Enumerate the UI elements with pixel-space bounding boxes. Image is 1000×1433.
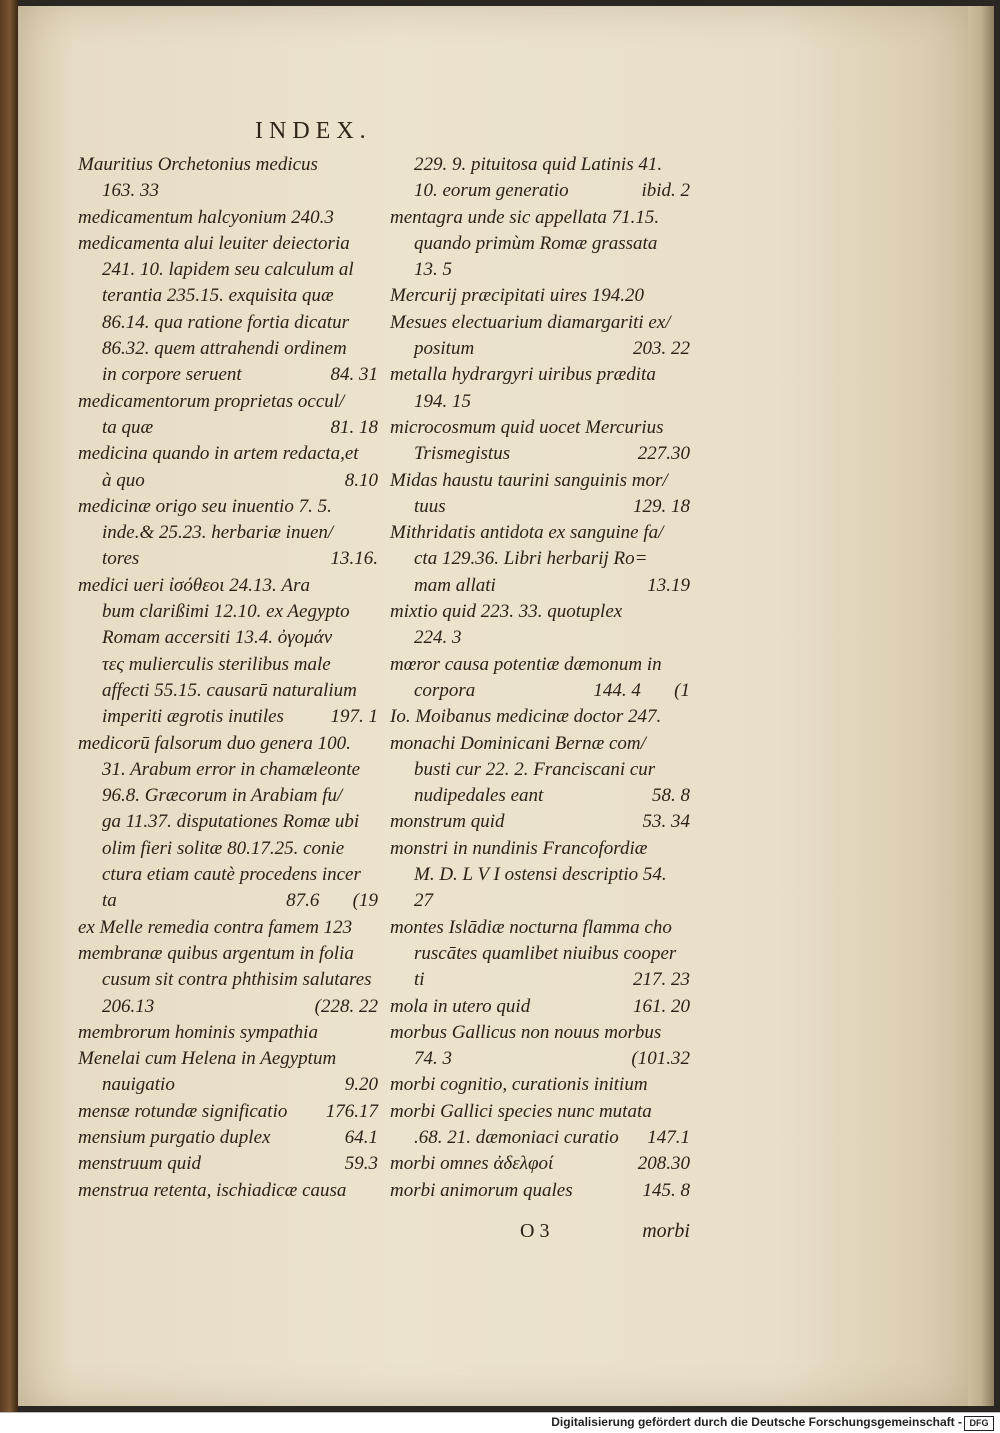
index-entry — [78, 1020, 378, 1046]
index-entry — [390, 599, 690, 625]
index-entry — [78, 678, 378, 704]
index-entry — [78, 1099, 378, 1125]
entry-text: nauigatio — [102, 1074, 175, 1096]
index-entry — [78, 520, 378, 546]
entry-text: mœror causa potentiæ dæmonum in — [390, 653, 662, 675]
index-entry — [78, 494, 378, 520]
credit-text: Digitalisierung gefördert durch die Deutsche Forschungsgemeinschaft - — [551, 1415, 962, 1429]
entry-text: terantia 235.15. exquisita quæ — [102, 285, 334, 307]
index-entry — [78, 152, 378, 178]
index-entry — [390, 1178, 690, 1204]
index-entry — [78, 468, 378, 494]
index-column-right — [390, 152, 690, 1204]
entry-text: monachi Dominicani Bernæ com/ — [390, 732, 646, 754]
dfg-logo-icon: DFG — [964, 1416, 994, 1431]
entry-text: medici ueri ἰσόθεοι 24.13. Ara — [78, 574, 310, 596]
entry-text: morbi animorum quales — [390, 1179, 573, 1201]
index-entry — [78, 599, 378, 625]
index-entry — [390, 783, 690, 809]
entry-text: 86.32. quem attrahendi ordinem — [102, 338, 347, 360]
index-entry — [390, 652, 690, 678]
entry-reference: 129. 18 — [633, 495, 690, 517]
index-entry — [390, 573, 690, 599]
entry-reference: 59.3 — [344, 1153, 378, 1175]
entry-text: medicina quando in artem redacta,et — [78, 443, 359, 465]
index-entry — [78, 257, 378, 283]
index-entry — [390, 1125, 690, 1151]
entry-text: 96.8. Græcorum in Arabiam fu/ — [102, 785, 343, 807]
entry-reference: 197. 1 — [330, 706, 378, 728]
entry-text: Mithridatis antidota ex sanguine fa/ — [390, 522, 664, 544]
entry-reference: 87.6 (19 — [286, 890, 378, 912]
index-entry — [390, 941, 690, 967]
entry-text: ruscātes quamlibet niuibus cooper — [414, 942, 677, 964]
index-entry — [390, 283, 690, 309]
entry-reference: 13.16. — [330, 548, 378, 570]
entry-reference: 58. 8 — [652, 785, 690, 807]
entry-text: ti — [414, 969, 425, 991]
entry-text: morbi omnes ἀδελφοί — [390, 1153, 554, 1175]
index-entry — [78, 731, 378, 757]
index-entry — [78, 389, 378, 415]
entry-reference: (228. 22 — [314, 995, 378, 1017]
entry-text: bum clarißimi 12.10. ex Aegypto — [102, 601, 350, 623]
entry-text: 31. Arabum error in chamæleonte — [102, 758, 361, 780]
index-entry — [390, 494, 690, 520]
entry-reference: 144. 4 (1 — [593, 679, 690, 701]
entry-text: Menelai cum Helena in Aegyptum — [78, 1048, 337, 1070]
entry-reference: 64.1 — [344, 1126, 378, 1148]
entry-text: 206.13 — [102, 995, 155, 1017]
entry-text: 86.14. qua ratione fortia dicatur — [102, 311, 349, 333]
entry-text: menstruum quid — [78, 1153, 201, 1175]
page-edge — [968, 6, 994, 1406]
index-entry — [390, 809, 690, 835]
index-entry — [78, 862, 378, 888]
entry-text: monstrum quid — [390, 811, 505, 833]
entry-text: ga 11.37. disputationes Romæ ubi — [102, 811, 360, 833]
entry-text: monstri in nundinis Francofordiæ — [390, 837, 648, 859]
entry-text: montes Islādiæ nocturna flamma cho — [390, 916, 672, 938]
index-entry — [390, 310, 690, 336]
index-entry — [390, 546, 690, 572]
entry-text: 27 — [414, 890, 433, 912]
entry-text: 13. 5 — [414, 259, 452, 281]
index-entry — [390, 178, 690, 204]
entry-reference: 8.10 — [344, 469, 378, 491]
entry-reference: 227.30 — [637, 443, 690, 465]
entry-reference: 84. 31 — [330, 364, 378, 386]
page-header: INDEX. — [255, 118, 372, 144]
entry-text: mentagra unde sic appellata 71.15. — [390, 206, 660, 228]
entry-text: medicinæ origo seu inuentio 7. 5. — [78, 495, 332, 517]
page-footer — [520, 1220, 690, 1248]
index-entry — [390, 967, 690, 993]
index-entry — [390, 362, 690, 388]
index-entry — [390, 1099, 690, 1125]
entry-text: mam allati — [414, 574, 496, 596]
index-entry — [78, 336, 378, 362]
index-entry — [78, 941, 378, 967]
entry-text: Romam accersiti 13.4. ὀγομάν — [102, 627, 333, 649]
entry-text: corpora — [414, 679, 476, 701]
index-entry — [390, 1020, 690, 1046]
entry-text: morbi Gallici species nunc mutata — [390, 1100, 652, 1122]
index-entry — [390, 205, 690, 231]
index-entry — [390, 915, 690, 941]
index-entry — [78, 783, 378, 809]
index-entry — [390, 257, 690, 283]
entry-text: cusum sit contra phthisim salutares — [102, 969, 372, 991]
entry-text: medicamenta alui leuiter deiectoria — [78, 232, 350, 254]
index-entry — [390, 152, 690, 178]
entry-text: 229. 9. pituitosa quid Latinis 41. — [414, 154, 663, 175]
entry-text: medicamentorum proprietas occul/ — [78, 390, 345, 412]
index-entry — [390, 625, 690, 651]
index-entry — [78, 1125, 378, 1151]
index-entry — [390, 678, 690, 704]
index-entry — [78, 231, 378, 257]
entry-text: quando primùm Romæ grassata — [414, 232, 658, 254]
index-entry — [78, 546, 378, 572]
entry-reference: 208.30 — [637, 1153, 690, 1175]
index-column-left — [78, 152, 378, 1204]
entry-reference: 147.1 — [647, 1126, 690, 1148]
entry-text: mensæ rotundæ significatio — [78, 1100, 288, 1122]
entry-text: Mauritius Orchetonius medicus — [78, 154, 318, 175]
entry-text: .68. 21. dæmoniaci curatio — [414, 1126, 619, 1148]
index-entry — [390, 441, 690, 467]
entry-reference: 53. 34 — [642, 811, 690, 833]
index-entry — [78, 888, 378, 914]
index-entry — [390, 862, 690, 888]
entry-text: 10. eorum generatio — [414, 180, 569, 202]
index-entry — [78, 205, 378, 231]
entry-text: Mercurij præcipitati uires 194.20 — [390, 285, 645, 307]
entry-reference: 13.19 — [647, 574, 690, 596]
entry-reference: 81. 18 — [330, 416, 378, 438]
index-entry — [390, 520, 690, 546]
index-entry — [78, 915, 378, 941]
entry-reference: 176.17 — [325, 1100, 378, 1122]
entry-text: olim fieri solitæ 80.17.25. conie — [102, 837, 345, 859]
index-entry — [78, 967, 378, 993]
entry-text: membrorum hominis sympathia — [78, 1021, 318, 1043]
entry-reference: 161. 20 — [633, 995, 690, 1017]
credit-bar — [0, 1412, 1000, 1433]
entry-text: positum — [414, 338, 475, 360]
entry-text: ctura etiam cautè procedens incer — [102, 864, 361, 886]
entry-reference: 217. 23 — [633, 969, 690, 991]
entry-text: Io. Moibanus medicinæ doctor 247. — [390, 706, 662, 728]
entry-text: tuus — [414, 495, 446, 517]
entry-text: menstrua retenta, ischiadicæ causa — [78, 1179, 347, 1201]
index-entry — [390, 704, 690, 730]
entry-reference: (101.32 — [631, 1048, 690, 1070]
index-entry — [78, 1151, 378, 1177]
entry-text: Midas haustu taurini sanguinis mor/ — [390, 469, 668, 491]
catchword: morbi — [642, 1220, 690, 1242]
index-entry — [78, 836, 378, 862]
index-entry — [78, 415, 378, 441]
entry-text: in corpore seruent — [102, 364, 242, 386]
entry-text: à quo — [102, 469, 145, 491]
index-entry — [390, 836, 690, 862]
entry-text: medicamentum halcyonium 240.3 — [78, 206, 334, 228]
entry-text: mola in utero quid — [390, 995, 531, 1017]
entry-reference: 145. 8 — [642, 1179, 690, 1201]
entry-text: tores — [102, 548, 140, 570]
entry-text: ta quæ — [102, 416, 154, 438]
index-entry — [78, 283, 378, 309]
entry-text: ex Melle remedia contra famem 123 — [78, 916, 353, 938]
index-entry — [390, 994, 690, 1020]
index-entry — [390, 1151, 690, 1177]
entry-text: membranæ quibus argentum in folia — [78, 942, 354, 964]
entry-text: 241. 10. lapidem seu calculum al — [102, 259, 354, 281]
entry-reference: ibid. 2 — [641, 180, 690, 202]
entry-text: nudipedales eant — [414, 785, 544, 807]
entry-text: metalla hydrargyri uiribus prædita — [390, 364, 656, 386]
index-entry — [78, 652, 378, 678]
index-entry — [390, 468, 690, 494]
index-entry — [78, 1178, 378, 1204]
index-entry — [78, 1072, 378, 1098]
entry-text: mensium purgatio duplex — [78, 1126, 271, 1148]
entry-text: 194. 15 — [414, 390, 471, 412]
index-entry — [78, 994, 378, 1020]
index-entry — [78, 757, 378, 783]
index-entry — [390, 731, 690, 757]
entry-reference: 203. 22 — [633, 338, 690, 360]
index-entry — [78, 362, 378, 388]
entry-text: M. D. L V I ostensi descriptio 54. — [414, 864, 667, 886]
index-entry — [78, 573, 378, 599]
entry-text: medicorū falsorum duo genera 100. — [78, 732, 351, 754]
index-entry — [390, 888, 690, 914]
index-entry — [78, 1046, 378, 1072]
entry-text: morbi cognitio, curationis initium — [390, 1074, 648, 1096]
index-entry — [78, 625, 378, 651]
book-binding — [0, 0, 18, 1412]
entry-text: affecti 55.15. causarū naturalium — [102, 679, 357, 701]
index-entry — [390, 336, 690, 362]
entry-text: 224. 3 — [414, 627, 462, 649]
index-entry — [390, 389, 690, 415]
index-entry — [390, 415, 690, 441]
entry-text: microcosmum quid uocet Mercurius — [390, 416, 664, 438]
entry-text: morbus Gallicus non nouus morbus — [390, 1021, 662, 1043]
index-entry — [78, 178, 378, 204]
entry-text: 74. 3 — [414, 1048, 452, 1070]
entry-text: Trismegistus — [414, 443, 511, 465]
entry-text: busti cur 22. 2. Franciscani cur — [414, 758, 656, 780]
entry-text: inde.& 25.23. herbariæ inuen/ — [102, 522, 334, 544]
signature-mark: O 3 — [520, 1220, 550, 1242]
entry-text: Mesues electuarium diamargariti ex/ — [390, 311, 671, 333]
index-entry — [390, 231, 690, 257]
index-entry — [78, 704, 378, 730]
entry-reference: 9.20 — [344, 1074, 378, 1096]
entry-text: mixtio quid 223. 33. quotuplex — [390, 601, 623, 623]
index-entry — [390, 757, 690, 783]
index-entry — [78, 310, 378, 336]
entry-text: cta 129.36. Libri herbarij Ro= — [414, 548, 648, 570]
index-entry — [390, 1046, 690, 1072]
index-entry — [78, 809, 378, 835]
index-entry — [78, 441, 378, 467]
entry-text: τες mulierculis sterilibus male — [102, 653, 331, 675]
entry-text: ta — [102, 890, 117, 912]
entry-text: imperiti ægrotis inutiles — [102, 706, 284, 728]
index-entry — [390, 1072, 690, 1098]
entry-text: 163. 33 — [102, 180, 159, 202]
